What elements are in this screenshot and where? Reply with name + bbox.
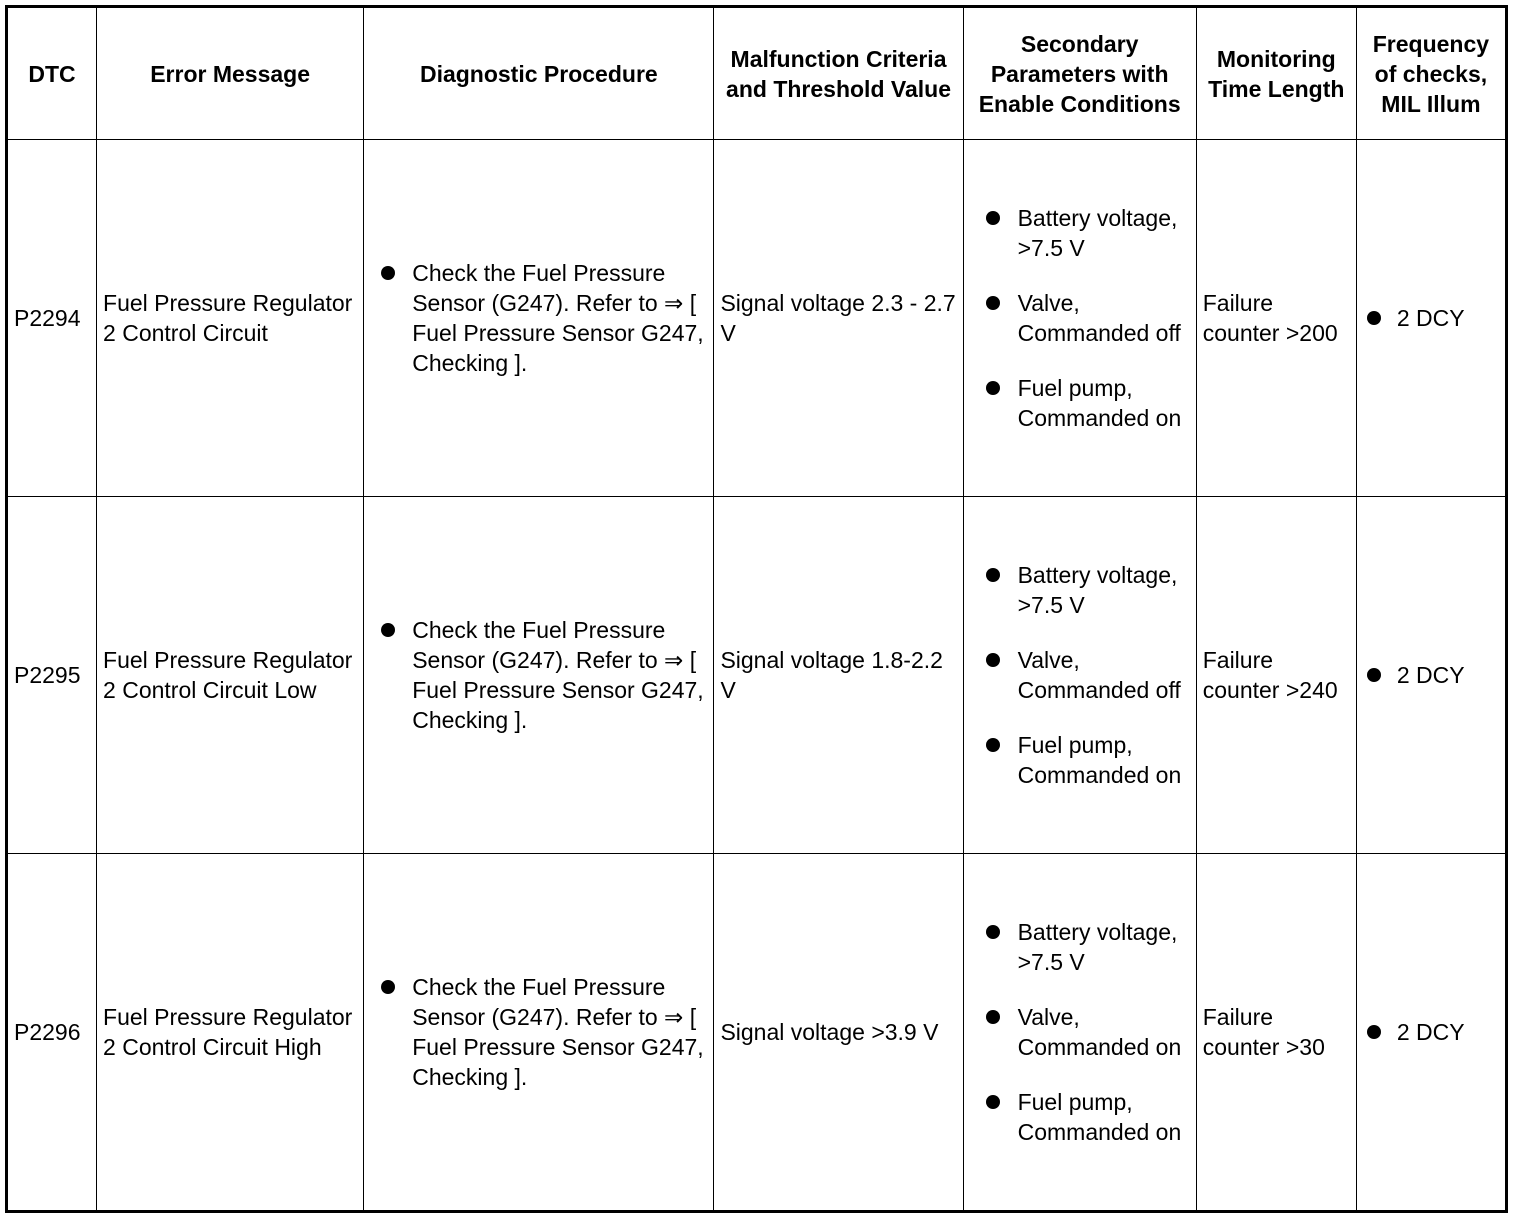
parameter-item: Battery voltage, >7.5 V (970, 917, 1190, 977)
parameter-item: Valve, Commanded on (970, 1002, 1190, 1062)
procedure-list (370, 972, 707, 1092)
procedure-item: Check the Fuel Pressure Sensor (G247). Refer to ⇒ [ Fuel Pressure Sensor G247, Checking ]. (370, 972, 707, 1092)
dtc-code: P2296 (7, 854, 97, 1212)
dtc-code: P2294 (7, 140, 97, 497)
procedure-list (370, 258, 707, 378)
malfunction-criteria: Signal voltage 1.8-2.2 V (714, 497, 963, 854)
parameter-item: Valve, Commanded off (970, 645, 1190, 705)
malfunction-criteria: Signal voltage 2.3 - 2.7 V (714, 140, 963, 497)
header-row (7, 7, 1507, 140)
secondary-parameters-cell (963, 140, 1196, 497)
procedure-item: Check the Fuel Pressure Sensor (G247). Refer to ⇒ [ Fuel Pressure Sensor G247, Checking ]. (370, 258, 707, 378)
frequency-item: 2 DCY (1363, 660, 1465, 690)
parameter-item: Fuel pump, Commanded on (970, 730, 1190, 790)
diagnostic-procedure-cell (364, 140, 714, 497)
table-row (7, 854, 1507, 1212)
frequency-list (1363, 660, 1465, 690)
frequency-item: 2 DCY (1363, 303, 1465, 333)
frequency-cell (1356, 497, 1506, 854)
parameter-item: Battery voltage, >7.5 V (970, 560, 1190, 620)
header-dtc: DTC (7, 7, 97, 140)
frequency-list (1363, 1017, 1465, 1047)
diagnostic-procedure-cell (364, 497, 714, 854)
error-message: Fuel Pressure Regulator 2 Control Circuit Low (97, 497, 364, 854)
parameter-item: Fuel pump, Commanded on (970, 373, 1190, 433)
frequency-list (1363, 303, 1465, 333)
parameter-item: Battery voltage, >7.5 V (970, 203, 1190, 263)
monitoring-time: Failure counter >200 (1196, 140, 1356, 497)
frequency-cell (1356, 854, 1506, 1212)
secondary-parameters-cell (963, 497, 1196, 854)
monitoring-time: Failure counter >30 (1196, 854, 1356, 1212)
procedure-item: Check the Fuel Pressure Sensor (G247). Refer to ⇒ [ Fuel Pressure Sensor G247, Checking ]. (370, 615, 707, 735)
monitoring-time: Failure counter >240 (1196, 497, 1356, 854)
parameters-list (970, 203, 1190, 433)
procedure-list (370, 615, 707, 735)
parameters-list (970, 917, 1190, 1147)
parameter-item: Valve, Commanded off (970, 288, 1190, 348)
secondary-parameters-cell (963, 854, 1196, 1212)
header-secondary-parameters: Secondary Parameters with Enable Conditions (963, 7, 1196, 140)
table-row (7, 140, 1507, 497)
header-diagnostic-procedure: Diagnostic Procedure (364, 7, 714, 140)
diagnostic-procedure-cell (364, 854, 714, 1212)
error-message: Fuel Pressure Regulator 2 Control Circuit High (97, 854, 364, 1212)
header-frequency: Frequency of checks, MIL Illum (1356, 7, 1506, 140)
table-row (7, 497, 1507, 854)
malfunction-criteria: Signal voltage >3.9 V (714, 854, 963, 1212)
dtc-table (5, 5, 1508, 1213)
header-monitoring-time: Monitoring Time Length (1196, 7, 1356, 140)
parameters-list (970, 560, 1190, 790)
frequency-item: 2 DCY (1363, 1017, 1465, 1047)
frequency-cell (1356, 140, 1506, 497)
dtc-code: P2295 (7, 497, 97, 854)
parameter-item: Fuel pump, Commanded on (970, 1087, 1190, 1147)
header-error-message: Error Message (97, 7, 364, 140)
error-message: Fuel Pressure Regulator 2 Control Circuit (97, 140, 364, 497)
header-malfunction-criteria: Malfunction Criteria and Threshold Value (714, 7, 963, 140)
